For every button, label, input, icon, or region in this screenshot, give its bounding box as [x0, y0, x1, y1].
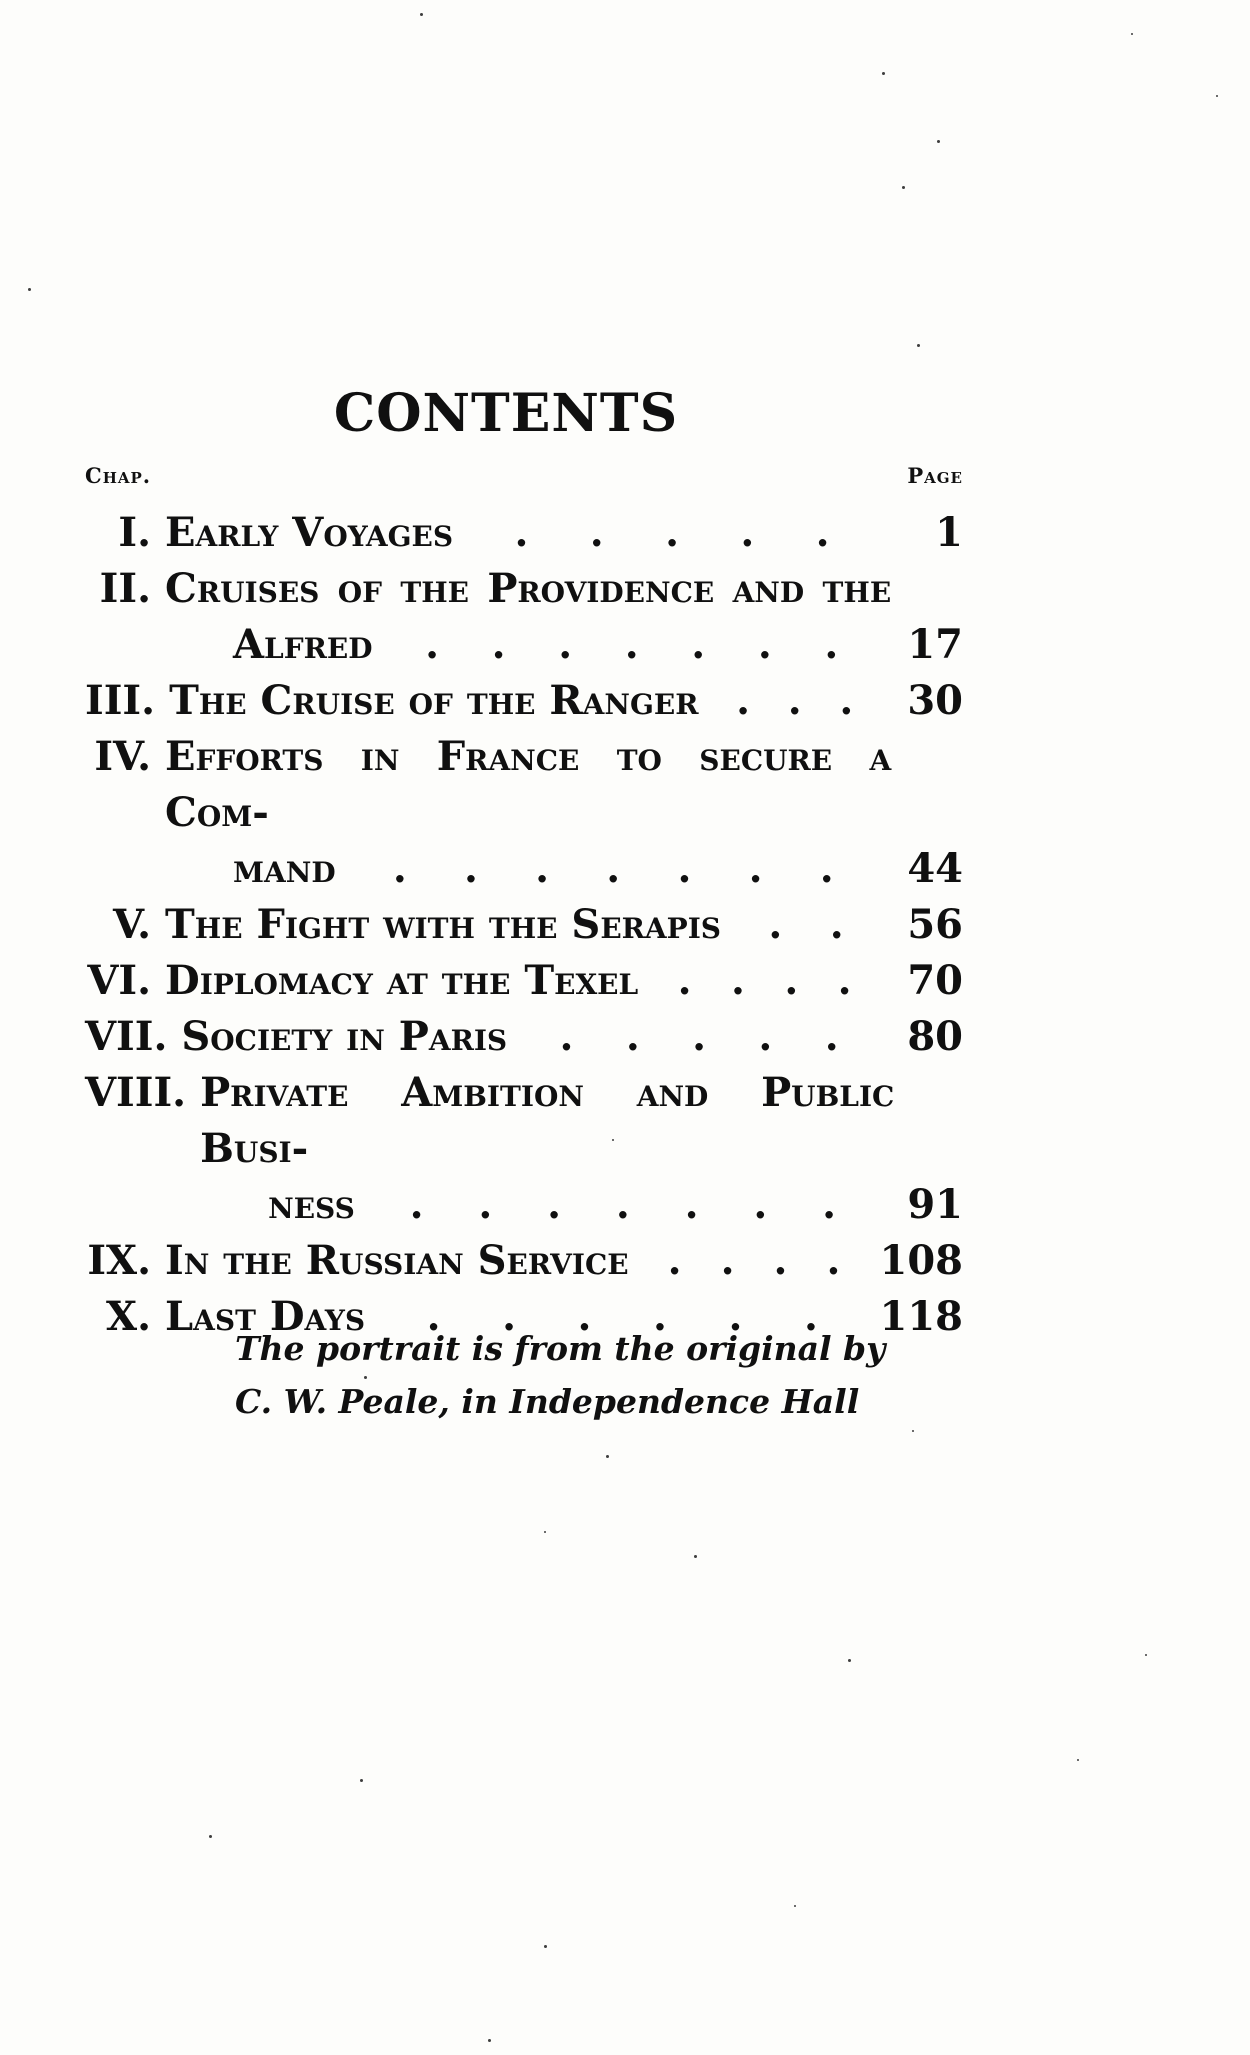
- toc-line: [200, 1177, 963, 1233]
- leader-dot: .: [773, 1237, 788, 1284]
- chapter-entry-body: [151, 953, 963, 1009]
- toc-list: [85, 505, 963, 1345]
- chapter-number: X.: [106, 1293, 151, 1340]
- ink-speck: [912, 1430, 914, 1432]
- toc-entry: [85, 505, 963, 561]
- ink-speck: [902, 186, 905, 189]
- page-number: 44: [907, 845, 963, 892]
- leader-dot: .: [691, 621, 706, 668]
- toc-entry: [85, 1065, 963, 1233]
- leader-dot: .: [720, 1237, 735, 1284]
- toc-line: [165, 897, 963, 953]
- leader-dot: .: [463, 845, 478, 892]
- page-number: 70: [907, 957, 963, 1004]
- toc-line: [165, 729, 891, 841]
- toc-entry: [85, 897, 963, 953]
- leader-dot: .: [677, 957, 692, 1004]
- leader-dot: .: [815, 509, 830, 556]
- chapter-number: III.: [85, 677, 156, 724]
- toc-line: [169, 673, 963, 729]
- chapter-number: VIII.: [85, 1069, 187, 1116]
- ink-speck: [1077, 1759, 1079, 1761]
- chapter-entry-body: [151, 1233, 963, 1289]
- leader-dot: .: [625, 1013, 640, 1060]
- dot-leader: [507, 1009, 891, 1065]
- leader-dot: .: [822, 1181, 837, 1228]
- dot-leader: [638, 953, 891, 1009]
- ink-speck: [1216, 95, 1218, 97]
- ink-speck: [364, 1376, 367, 1379]
- chapter-number: VII.: [85, 1013, 168, 1060]
- toc-header-row: [85, 463, 963, 488]
- leader-dot: .: [677, 845, 692, 892]
- page-number: 80: [907, 1013, 963, 1060]
- leader-dot: .: [547, 1181, 562, 1228]
- chapter-title: ness: [268, 1181, 355, 1228]
- chapter-number: IV.: [94, 733, 151, 780]
- ink-speck: [420, 13, 423, 16]
- toc-line: [181, 1009, 963, 1065]
- toc-line: [165, 841, 963, 897]
- dot-leader: [721, 897, 891, 953]
- leader-dot: .: [826, 1237, 841, 1284]
- toc-entry: [85, 953, 963, 1009]
- leader-dot: .: [803, 1293, 818, 1340]
- chapter-number: II.: [99, 565, 151, 612]
- page-number: 91: [907, 1181, 963, 1228]
- toc-entry: [85, 1233, 963, 1289]
- dot-leader: [373, 617, 892, 673]
- chapter-title: In the Russian Service: [165, 1237, 629, 1284]
- leader-dot: .: [667, 1237, 682, 1284]
- leader-dot: .: [491, 621, 506, 668]
- leader-dot: .: [478, 1181, 493, 1228]
- toc-entry: [85, 673, 963, 729]
- leader-dot: .: [758, 1013, 773, 1060]
- page-number: 56: [907, 901, 963, 948]
- chapter-number: IX.: [87, 1237, 151, 1284]
- leader-dot: .: [692, 1013, 707, 1060]
- leader-dot: .: [559, 1013, 574, 1060]
- chapter-entry-body: [167, 1009, 963, 1065]
- toc-line: [165, 953, 963, 1009]
- leader-dot: .: [740, 509, 755, 556]
- chapter-number: I.: [118, 509, 151, 556]
- ink-speck: [1131, 33, 1133, 35]
- leader-dot: .: [392, 845, 407, 892]
- toc-line: [165, 561, 891, 617]
- toc-line: [165, 505, 963, 561]
- text-block: [85, 0, 963, 2055]
- page-number: 108: [879, 1237, 963, 1284]
- leader-dot: .: [736, 677, 751, 724]
- leader-dot: .: [502, 1293, 516, 1340]
- toc-line: [165, 1233, 963, 1289]
- chapter-title: Society in Paris: [181, 1013, 508, 1060]
- leader-dot: .: [784, 957, 799, 1004]
- leader-dot: .: [615, 1181, 630, 1228]
- toc-entry: [85, 729, 963, 897]
- page-number: 30: [907, 677, 963, 724]
- chapter-entry-body: [151, 561, 963, 673]
- leader-dot: .: [787, 677, 802, 724]
- chapter-title: Cruises of the Providence and the: [165, 565, 892, 612]
- ink-speck: [544, 1531, 546, 1533]
- leader-dot: .: [824, 621, 839, 668]
- leader-dot: .: [839, 677, 854, 724]
- chapter-entry-body: [186, 1065, 963, 1233]
- chapter-title: mand: [233, 845, 336, 892]
- chapter-entry-body: [151, 505, 963, 561]
- chapter-title: Diplomacy at the Texel: [165, 957, 639, 1004]
- page-column-header: Page: [907, 463, 963, 488]
- portrait-note: [235, 1322, 885, 1428]
- leader-dot: .: [426, 1293, 441, 1340]
- dot-leader: [699, 673, 892, 729]
- leader-dot: .: [577, 1293, 592, 1340]
- ink-speck: [917, 344, 920, 347]
- ink-speck: [209, 1835, 212, 1838]
- ink-speck: [606, 1455, 609, 1458]
- toc-entry: [85, 1009, 963, 1065]
- leader-dot: .: [425, 621, 440, 668]
- chapter-title: Early Voyages: [165, 509, 454, 556]
- dot-leader: [336, 841, 891, 897]
- leader-dot: .: [819, 845, 834, 892]
- ink-speck: [937, 140, 940, 143]
- chapter-title: Private Ambition and Public Busi-: [200, 1069, 895, 1172]
- ink-speck: [488, 2039, 491, 2042]
- chapter-title: The Fight with the Serapis: [165, 901, 722, 948]
- toc-line: [165, 617, 963, 673]
- dot-leader: [453, 505, 891, 561]
- page-number: 17: [907, 621, 963, 668]
- leader-dot: .: [535, 845, 550, 892]
- ink-speck: [612, 1139, 614, 1141]
- leader-dot: .: [829, 901, 844, 948]
- leader-dot: .: [684, 1181, 699, 1228]
- leader-dot: .: [768, 901, 783, 948]
- leader-dot: .: [589, 509, 604, 556]
- leader-dot: .: [748, 845, 763, 892]
- ink-speck: [360, 1779, 363, 1782]
- ink-speck: [28, 288, 31, 291]
- dot-leader: [629, 1233, 880, 1289]
- chapter-entry-body: [155, 673, 963, 729]
- leader-dot: .: [753, 1181, 768, 1228]
- ink-speck: [882, 72, 885, 75]
- page-title: CONTENTS: [333, 383, 679, 444]
- ink-speck: [544, 1945, 547, 1948]
- leader-dot: .: [824, 1013, 839, 1060]
- chapter-title: Efforts in France to secure a Com-: [165, 733, 892, 836]
- dot-leader: [355, 1177, 891, 1233]
- chapter-entry-body: [151, 729, 963, 897]
- ink-speck: [1145, 1654, 1147, 1656]
- chapter-column-header: Chap.: [85, 463, 152, 488]
- leader-dot: .: [730, 957, 745, 1004]
- page-number: 1: [935, 509, 963, 556]
- leader-dot: .: [757, 621, 772, 668]
- ink-speck: [848, 1659, 851, 1662]
- leader-dot: .: [624, 621, 639, 668]
- chapter-title: Last Days: [165, 1293, 366, 1340]
- ink-speck: [694, 1555, 697, 1558]
- toc-entry: [85, 561, 963, 673]
- leader-dot: .: [409, 1181, 424, 1228]
- leader-dot: .: [665, 509, 680, 556]
- leader-dot: .: [606, 845, 621, 892]
- leader-dot: .: [514, 509, 529, 556]
- chapter-number: VI.: [87, 957, 151, 1004]
- portrait-note-line-2: C. W. Peale, in Independence Hall: [235, 1382, 860, 1421]
- leader-dot: .: [653, 1293, 667, 1340]
- leader-dot: .: [728, 1293, 743, 1340]
- chapter-title: Alfred: [233, 621, 373, 668]
- portrait-note-line-1: The portrait is from the original by: [235, 1329, 886, 1368]
- ink-speck: [794, 1905, 796, 1907]
- chapter-entry-body: [151, 897, 963, 953]
- leader-dot: .: [558, 621, 573, 668]
- leader-dot: .: [837, 957, 852, 1004]
- toc-line: [200, 1065, 894, 1177]
- chapter-number: V.: [113, 901, 151, 948]
- page-number: 118: [879, 1293, 963, 1340]
- chapter-title: The Cruise of the Ranger: [169, 677, 699, 724]
